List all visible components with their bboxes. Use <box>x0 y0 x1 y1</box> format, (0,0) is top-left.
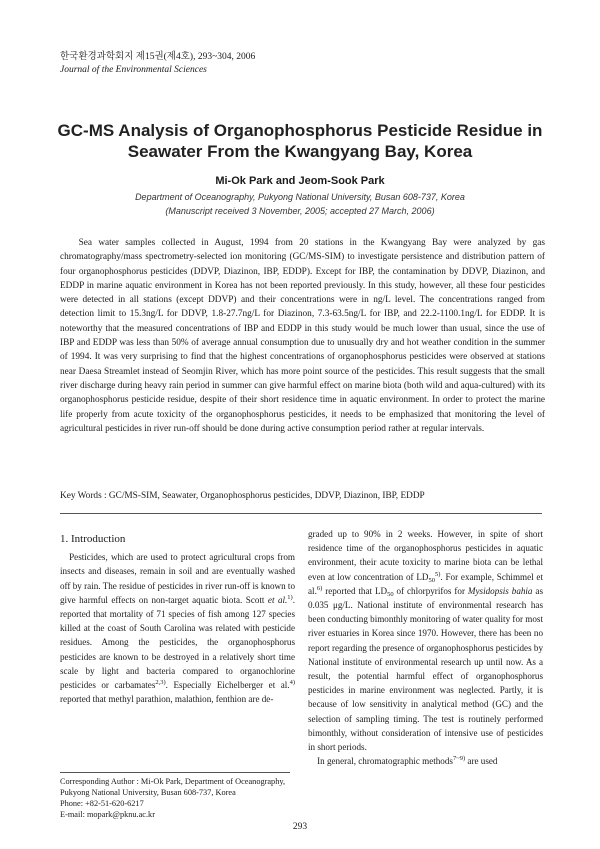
left-column <box>60 532 295 706</box>
citation-ref[interactable]: 4) <box>289 679 295 687</box>
footnote-author: Corresponding Author : Mi-Ok Park, Department of Oceanography, Pukyong National University, Busan 608-737, Korea <box>60 777 286 797</box>
page-number: 293 <box>292 822 308 832</box>
section-heading-introduction: 1. Introduction <box>60 533 126 545</box>
citation-ref[interactable]: 7~9) <box>452 755 466 763</box>
right-column <box>308 527 543 768</box>
text-run: . For example, Schimmel et al. <box>308 571 543 596</box>
keywords <box>60 491 550 501</box>
text-run: In general, chromatographic methods <box>317 756 453 767</box>
footnote-phone: Phone: +82-51-620-6217 <box>60 799 144 808</box>
footnote-divider <box>60 772 290 773</box>
citation-ref[interactable]: 2,3) <box>155 679 166 687</box>
text-run: . Especially Eichelberger et al. <box>165 680 290 691</box>
citation-ref[interactable]: 1) <box>287 593 293 601</box>
intro-paragraph-1 <box>60 550 295 706</box>
text-run: . reported that mortality of 71 species of fish among 127 species killed at the coast of South Carolina was related with pesticide residues. Among the pesticides, the organophosphorus pesticides are known to be destroyed in a relatively short time scale by light and bacteria compared to organochlorine pesticides or carbamates <box>60 594 295 691</box>
subscript: 50 <box>428 576 435 584</box>
text-run: reported that LD <box>322 585 388 596</box>
journal-english: Journal of the Environmental Sciences <box>60 65 207 75</box>
text-run-italic: et al. <box>267 594 288 605</box>
species-name: Mysidopsis bahia <box>467 585 533 596</box>
manuscript-dates: (Manuscript received 3 November, 2005; accepted 27 March, 2006) <box>165 206 435 216</box>
citation-ref[interactable]: 6) <box>316 584 323 592</box>
subscript: 50 <box>387 590 394 598</box>
affiliation: Department of Oceanography, Pukyong National University, Busan 608-737, Korea <box>135 192 465 202</box>
corresponding-author-footnote <box>60 776 295 820</box>
text-run: graded up to 90% in 2 weeks. However, in spite of short residence time of the organophosphorus pesticides in aquatic environment, their acute toxicity to marine biota can be lethal even at low concentration of LD <box>308 529 543 582</box>
citation-ref[interactable]: 5) <box>435 570 441 578</box>
abstract <box>60 236 545 436</box>
text-run: are used <box>465 756 498 767</box>
footnote-email[interactable]: E-mail: mopark@pknu.ac.kr <box>60 810 155 819</box>
intro-paragraph-1-cont <box>308 527 543 754</box>
paper-title: GC-MS Analysis of Organophosphorus Pesticide Residue in Seawater From the Kwangyang Bay, Korea <box>57 121 543 161</box>
keywords-list: GC/MS-SIM, Seawater, Organophosphorus pesticides, DDVP, Diazinon, IBP, EDDP <box>108 491 425 501</box>
keywords-label: Key Words : <box>60 491 109 501</box>
author-affiliation-block <box>40 190 560 218</box>
paper-authors: Mi-Ok Park and Jeom-Sook Park <box>215 175 385 187</box>
text-run: as 0.035 μg/L. National institute of environmental research has been conducting bimonthly monitoring of water quality for most river estuaries in Korea since 1970. However, there has been no report regarding the presence of organophosphorus pesticides by National institute of environmental research up until now. As a result, the potential harmful effect of organophosphorus pesticides in marine environment was neglected. Partly, it is because of low sensitivity in analytical method (GC) and the selection of sampling timing. The test is routinely performed bimonthly, without consideration of intensive use of pesticides in short periods. <box>308 585 543 753</box>
intro-paragraph-2 <box>308 754 543 768</box>
text-run: of chlorpyrifos for <box>393 585 468 596</box>
text-run: Pesticides, which are used to protect agricultural crops from insects and diseases, remain in soil and are eventually washed off by rain. The residue of pesticides in river run-off is known to give harmful effects on non-target aquatic biota. Scott <box>60 552 295 605</box>
journal-korean: 한국환경과학회지 제15권(제4호), 293~304, 2006 <box>60 52 256 62</box>
section-divider <box>60 513 542 514</box>
journal-header <box>60 51 255 77</box>
abstract-text: Sea water samples collected in August, 1994 from 20 stations in the Kwangyang Bay were analyzed by gas chromatography/mass spectrometry-selected ion monitoring (GC/MS-SIM) to investigate persistence and distribution pattern of four organophosphorus pesticides (DDVP, Diazinon, IBP, EDDP). Except for IBP, the contamination by DDVP, Diazinon, and EDDP in marine aquatic environment in Korea has not been reported previously. In this study, however, all these four pesticides were detected in all stations (except DDVP) and their concentrations were in ng/L level. The concentrations ranged from detection limit to 15.3ng/L for DDVP, 1.8-27.7ng/L for Diazinon, 7.3-63.5ng/L for IBP, and 22.2-1100.1ng/L for EDDP. It is noteworthy that the measured concentrations of IBP and EDDP in this study would be much lower than usual, since the use of IBP and EDDP was less than 50% of average annual consumption due to unusually dry and hot weather condition in the summer of 1994. It was very surprising to find that the highest concentrations of organophosphorus pesticides were observed at stations near Daesa Streamlet instead of Seomjin River, which has more point source of the pesticides. This result suggests that the small river discharge during heavy rain period in summer can give harmful effect on marine biota (both wild and aqua-cultured) with its organophosphorus pesticide residue, despite of their short residence time in aquatic environment. In order to protect the marine life properly from acute toxicity of the organophosphorus pesticides, it needs to be emphasized that monitoring the level of agricultural pesticides in river run-off should be done during active consumption period rather at regular intervals. <box>60 238 545 434</box>
text-run: reported that methyl parathion, malathion, fenthion are de- <box>60 694 274 705</box>
